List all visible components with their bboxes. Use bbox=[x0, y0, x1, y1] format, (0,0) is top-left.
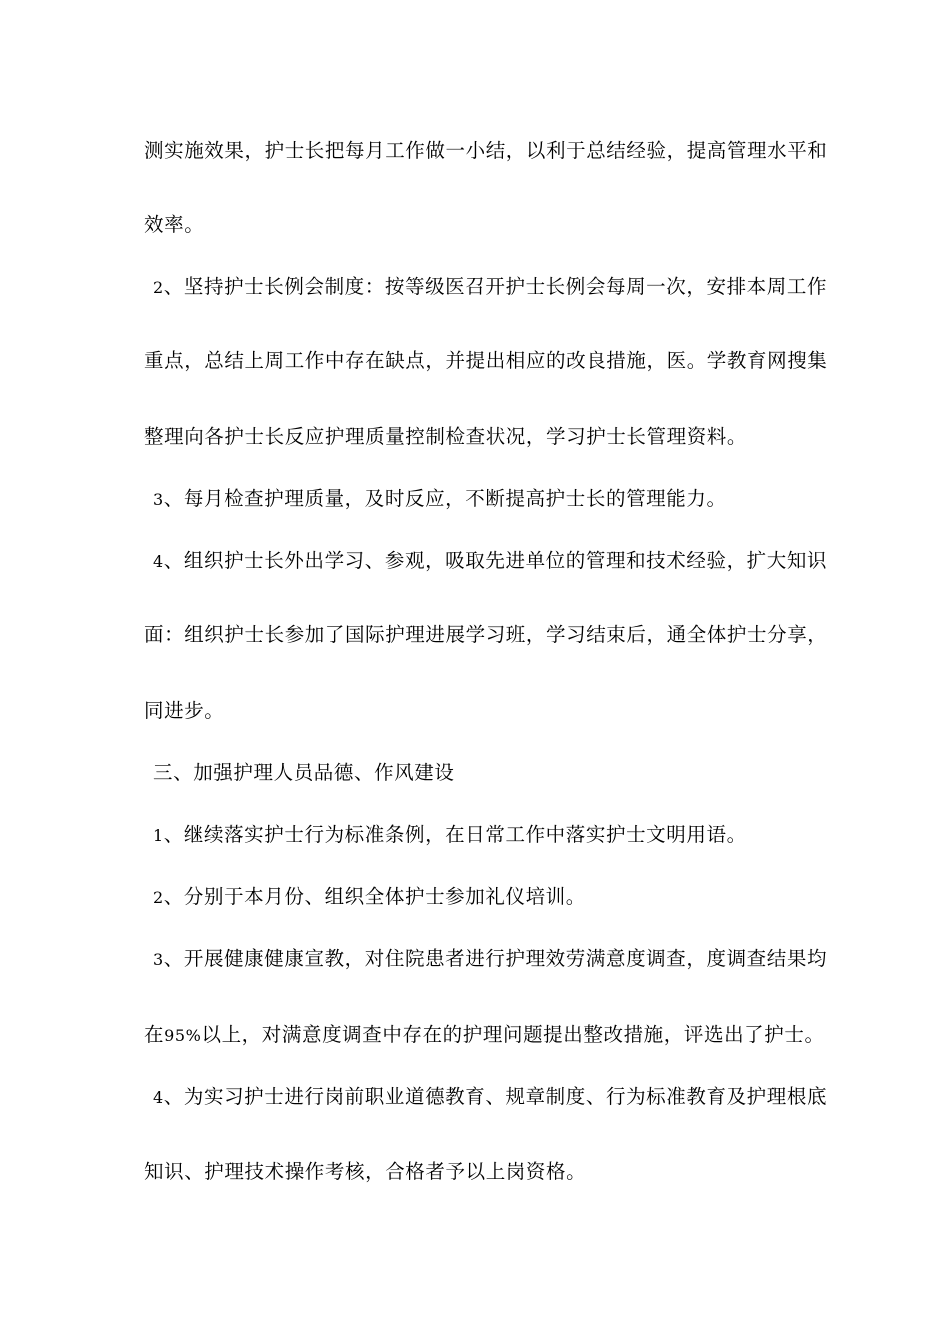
line-text: 知识、护理技术操作考核，合格者予以上岗资格。 bbox=[144, 1160, 587, 1183]
paragraph-line bbox=[144, 1021, 824, 1050]
paragraph-line bbox=[144, 621, 828, 649]
line-text: 以上，对满意度调查中存在的护理问题提出整改措施，评选出了护士。 bbox=[201, 1023, 825, 1046]
paragraph-line bbox=[144, 423, 824, 451]
line-text: 、组织护士长外出学习、参观，吸取先进单位的管理和技术经验，扩大知识 bbox=[163, 549, 828, 572]
line-text: 整理向各护士长反应护理质量控制检查状况，学习护士长管理资料。 bbox=[144, 425, 748, 448]
list-item-3 bbox=[153, 485, 833, 514]
list-item-1 bbox=[153, 821, 833, 850]
line-text: 面：组织护士长参加了国际护理进展学习班，学习结束后，通全体护士分享， bbox=[144, 623, 828, 646]
item-number: 4 bbox=[153, 1088, 164, 1107]
line-text: 测实施效果，护士长把每月工作做一小结，以利于总结经验，提高管理水平和 bbox=[144, 139, 828, 162]
line-text-prefix: 在 bbox=[144, 1023, 165, 1046]
item-number: 2 bbox=[153, 278, 164, 297]
list-item-2 bbox=[153, 883, 833, 912]
item-number: 4 bbox=[153, 552, 164, 571]
line-text: 、开展健康健康宣教，对住院患者进行护理效劳满意度调查，度调查结果均 bbox=[163, 947, 828, 970]
item-number: 3 bbox=[153, 950, 164, 969]
line-text: 、继续落实护士行为标准条例，在日常工作中落实护士文明用语。 bbox=[163, 823, 747, 846]
section-title: 三、加强护理人员品德、作风建设 bbox=[153, 761, 455, 784]
item-number: 3 bbox=[153, 490, 164, 509]
line-text: 、每月检查护理质量，及时反应，不断提高护士长的管理能力。 bbox=[163, 487, 727, 510]
section-heading bbox=[153, 759, 833, 787]
item-number: 2 bbox=[153, 888, 164, 907]
paragraph-line bbox=[144, 697, 824, 725]
line-text: 重点，总结上周工作中存在缺点，并提出相应的改良措施，医。学教育网搜集 bbox=[144, 349, 828, 372]
paragraph-line bbox=[144, 347, 828, 375]
percent-value: 95% bbox=[164, 1026, 202, 1045]
item-number: 1 bbox=[153, 826, 164, 845]
line-text: 、坚持护士长例会制度：按等级医召开护士长例会每周一次，安排本周工作 bbox=[163, 275, 828, 298]
line-text: 同进步。 bbox=[144, 699, 225, 722]
list-item-4 bbox=[153, 1083, 833, 1112]
paragraph-line bbox=[144, 211, 824, 239]
list-item-4 bbox=[153, 547, 833, 576]
list-item-3 bbox=[153, 945, 833, 974]
line-text: 效率。 bbox=[144, 213, 205, 236]
list-item-2 bbox=[153, 273, 833, 302]
line-text: 、为实习护士进行岗前职业道德教育、规章制度、行为标准教育及护理根底 bbox=[163, 1085, 828, 1108]
paragraph-line bbox=[144, 1158, 824, 1186]
line-text: 、分别于本月份、组织全体护士参加礼仪培训。 bbox=[163, 885, 586, 908]
paragraph-line bbox=[144, 137, 828, 165]
